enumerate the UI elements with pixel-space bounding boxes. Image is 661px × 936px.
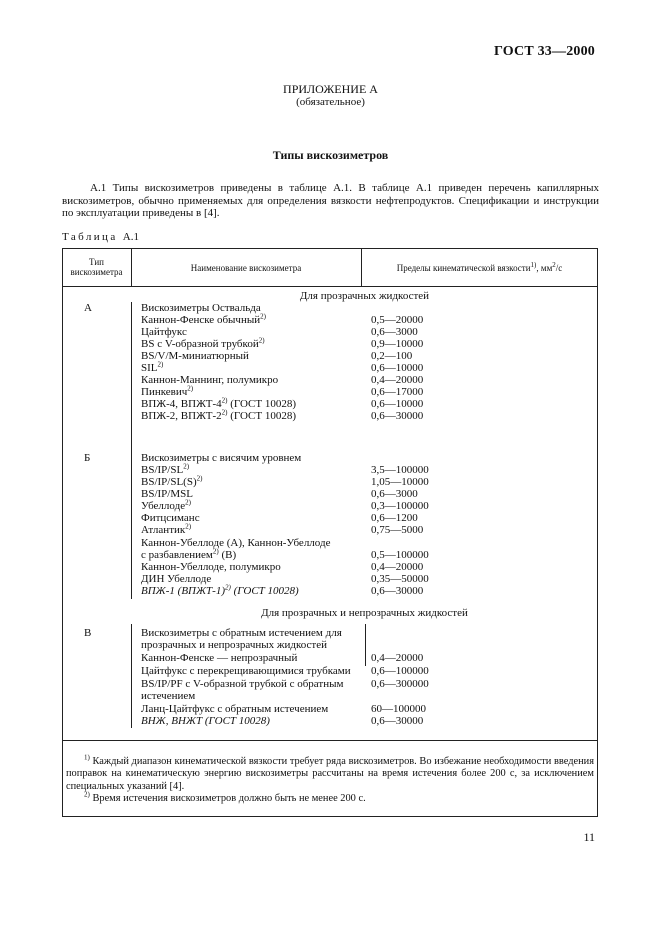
intro-text: А.1 Типы вискозиметров приведены в таблице А.1. В таблице А.1 приведен перечень капиллярных вискозиметров, обычно применяемых для определения вязкости нефтепродуктов. Спецификации и инструкции по эксплуатации приведены в [4].: [62, 182, 599, 220]
row-range: 0,6—30000: [371, 585, 424, 597]
row-name-tail: (В): [218, 549, 237, 561]
table-label-number: А.1: [122, 231, 139, 243]
table-row: Цайтфукс: [141, 326, 187, 338]
note-2-text: Время истечения вискозиметров должно быть не менее 200 с.: [89, 793, 366, 805]
table-row: Каннон-Маннинг, полумикро: [141, 374, 279, 386]
page-number: 11: [583, 830, 595, 844]
table-row: [141, 524, 191, 536]
table-row: [141, 314, 266, 326]
table-row: BS/V/M-миниатюрный: [141, 350, 249, 362]
table-row: BS/IP/PF с V-образной трубкой с обратным: [141, 678, 344, 690]
row-range: 0,6—1200: [371, 512, 418, 524]
row-name: ВПЖ-2, ВПЖТ-2: [141, 410, 222, 422]
header-type-line1: Тип: [89, 257, 104, 267]
note-1-text: Каждый диапазон кинематической вязкости требует ряда вискозиметров. Во избежание необходимости введения поправок на кинематическую энергию вискозиметры рассчитаны на время истечения более 200 с, за исключением специальных указаний [4].: [66, 756, 594, 792]
row-name: BS/IP/SL: [141, 464, 184, 476]
row-range: 0,6—100000: [371, 665, 429, 677]
row-footnote: 2): [221, 408, 228, 417]
header-name: Наименование вискозиметра: [190, 263, 302, 273]
table-row: [141, 585, 299, 597]
table-row: BS/IP/MSL: [141, 488, 193, 500]
row-footnote: 2): [212, 547, 219, 556]
row-name: BS/IP/SL(S): [141, 476, 197, 488]
header-range-footnote: 1): [530, 261, 537, 269]
row-name: Атлантик: [141, 524, 186, 536]
row-range: 0,5—20000: [371, 314, 424, 326]
type-a: А: [84, 302, 92, 314]
note-1-mark: 1): [84, 753, 90, 762]
section-transparent: Для прозрачных жидкостей: [299, 290, 430, 302]
section-title: Типы вискозиметров: [272, 148, 389, 162]
row-range: 0,6—3000: [371, 488, 418, 500]
table-row: прозрачных и непрозрачных жидкостей: [141, 639, 327, 651]
row-range: 0,6—30000: [371, 715, 424, 727]
header-range: [361, 263, 598, 273]
note-2: [66, 790, 594, 805]
row-name: с разбавлением: [141, 549, 213, 561]
table-row: Каннон-Убеллоде (А), Каннон-Убеллоде: [141, 537, 331, 549]
table-row: [141, 338, 265, 350]
row-name: Каннон-Фенске обычный: [141, 314, 261, 326]
appendix-subtitle: (обязательное): [296, 96, 365, 108]
row-range: 0,2—100: [371, 350, 413, 362]
row-range: 0,4—20000: [371, 374, 424, 386]
row-footnote: 2): [225, 583, 231, 592]
row-footnote: 2): [221, 396, 228, 405]
row-range: 0,75—5000: [371, 524, 424, 536]
row-range: 0,6—30000: [371, 410, 424, 422]
section-both: Для прозрачных и непрозрачных жидкостей: [261, 607, 468, 619]
row-range: 0,6—17000: [371, 386, 424, 398]
row-name-tail: (ГОСТ 10028): [227, 398, 297, 410]
table-row: [141, 386, 193, 398]
row-range: 0,6—3000: [371, 326, 418, 338]
row-name-tail: (ГОСТ 10028): [227, 410, 297, 422]
col-divider-c: [131, 624, 132, 728]
header-range-unit-power: 2: [552, 261, 556, 269]
header-range-unit-tail: /с: [555, 263, 563, 273]
table-row: истечением: [141, 690, 196, 702]
table-row: [141, 398, 296, 410]
row-footnote: 2): [185, 498, 191, 507]
row-name: Пинкевич: [141, 386, 188, 398]
table-row: Вискозиметры с висячим уровнем: [141, 452, 302, 464]
row-name-tail: (ГОСТ 10028): [230, 585, 299, 597]
header-range-unit: , мм: [536, 263, 553, 273]
row-footnote: 2): [258, 336, 265, 345]
table-label-word: Таблица: [62, 231, 118, 243]
row-range: 0,9—10000: [371, 338, 424, 350]
row-range: 0,6—300000: [371, 678, 429, 690]
table-row: Каннон-Убеллоде, полумикро: [141, 561, 281, 573]
row-footnote: 2): [260, 312, 266, 321]
row-range: 0,6—10000: [371, 362, 424, 374]
table-header-rule: [62, 286, 598, 287]
row-range: 3,5—100000: [371, 464, 429, 476]
table-row: [141, 464, 189, 476]
table-row: ДИН Убеллоде: [141, 573, 212, 585]
table-row: [141, 549, 236, 561]
row-range: 0,35—50000: [371, 573, 429, 585]
intro-paragraph: [62, 182, 599, 220]
row-footnote: 2): [185, 522, 192, 531]
note-1: [66, 753, 594, 793]
note-2-mark: 2): [84, 790, 90, 799]
row-range: 0,5—100000: [371, 549, 429, 561]
table-row: [141, 500, 191, 512]
type-b: Б: [84, 452, 91, 464]
table-row: ВНЖ, ВНЖТ (ГОСТ 10028): [141, 715, 270, 727]
type-v: В: [84, 627, 92, 639]
row-range: 60—100000: [371, 703, 426, 715]
row-name: Убеллоде: [141, 500, 186, 512]
table-row: Каннон-Фенске — непрозрачный: [141, 652, 298, 664]
table-row: Вискозиметры с обратным истечением для: [141, 627, 342, 639]
col-divider-c2: [365, 624, 366, 666]
row-range: 1,05—10000: [371, 476, 429, 488]
table-notes: [66, 753, 594, 806]
row-name: ВПЖ-4, ВПЖТ-4: [141, 398, 222, 410]
header-type-line2: вискозиметра: [70, 267, 123, 277]
table-notes-rule: [62, 740, 598, 741]
table-row: Вискозиметры Оствальда: [141, 302, 261, 314]
row-footnote: 2): [196, 474, 203, 483]
row-range: 0,4—20000: [371, 561, 424, 573]
row-footnote: 2): [187, 384, 194, 393]
table-row: [141, 476, 202, 488]
row-name: ВПЖ-1 (ВПЖТ-1): [141, 585, 225, 597]
document-code: ГОСТ 33—2000: [494, 44, 595, 59]
row-footnote: 2): [183, 462, 190, 471]
table-row: [141, 410, 296, 422]
appendix-title: ПРИЛОЖЕНИЕ А: [283, 82, 378, 96]
row-range: 0,6—10000: [371, 398, 424, 410]
row-range: 0,4—20000: [371, 652, 424, 664]
header-range-text: Пределы кинематической вязкости: [396, 263, 531, 273]
row-name: BS с V-образной трубкой: [141, 338, 259, 350]
table-row: Ланц-Цайтфукс с обратным истечением: [141, 703, 329, 715]
table-row: [141, 362, 163, 374]
row-range: 0,3—100000: [371, 500, 429, 512]
header-type: [62, 257, 131, 277]
table-label: [62, 231, 139, 243]
row-name: SIL: [141, 362, 158, 374]
col-divider-a: [131, 302, 132, 599]
table-row: Фитцсиманс: [141, 512, 200, 524]
row-footnote: 2): [157, 360, 164, 369]
table-row: Цайтфукс с перекрещивающимися трубками: [141, 665, 351, 677]
